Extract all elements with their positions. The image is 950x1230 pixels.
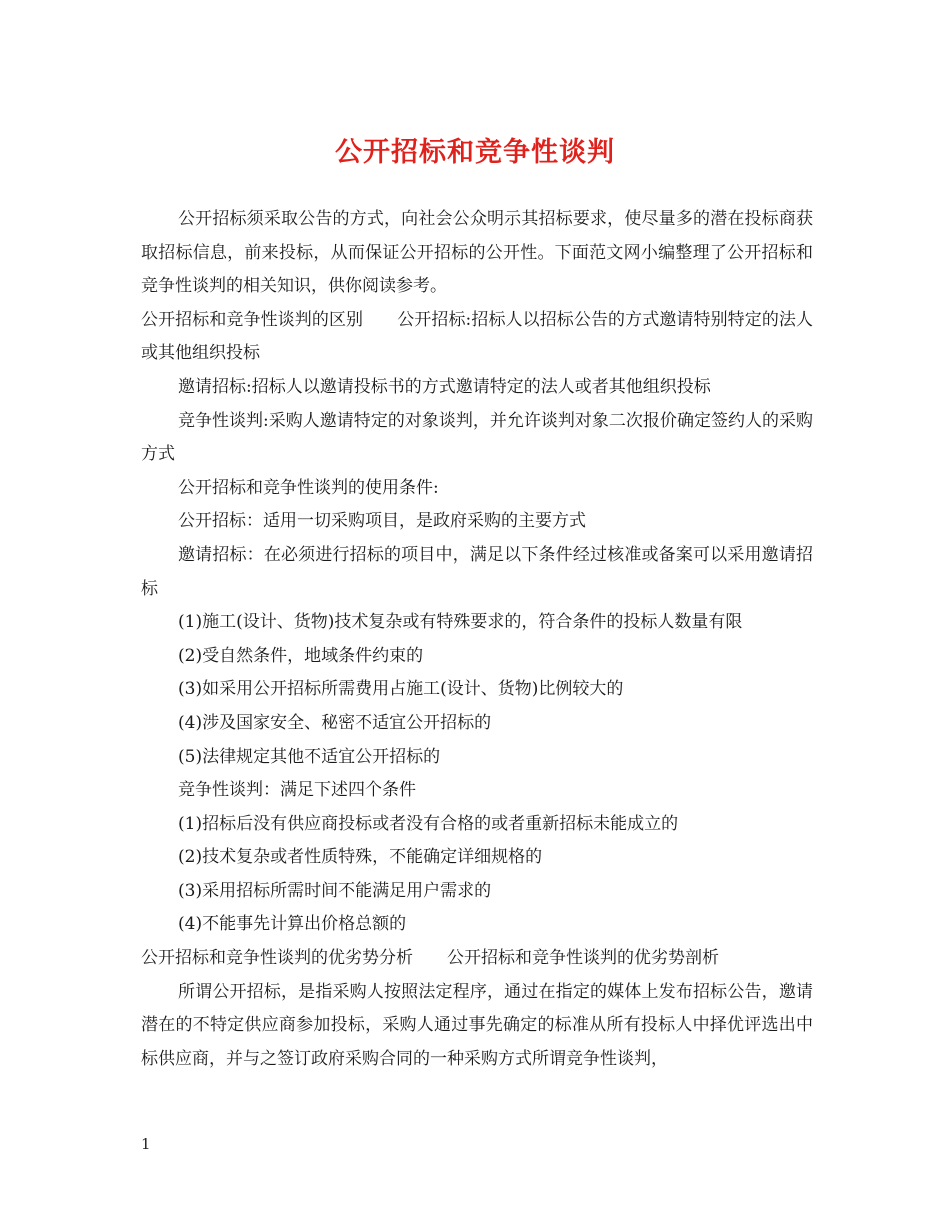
open-tender-condition: 公开招标：适用一切采购项目，是政府采购的主要方式	[178, 511, 586, 532]
negotiation-condition-item: (1)招标后没有供应商投标或者没有合格的或者重新招标未能成立的	[178, 813, 679, 834]
invite-condition-item: (3)如采用公开招标所需费用占施工(设计、货物)比例较大的	[178, 679, 624, 700]
negotiation-condition: 竞争性谈判：满足下述四个条件	[178, 780, 416, 801]
pros-cons-text: 所谓公开招标，是指采购人按照法定程序，通过在指定的媒体上发布招标公告，邀请潜在的不特定供应商参加投标，采购人通过事先确定的标准从所有投标人中择优评选出中标供应商，并与之签订政府采购合同的一种采购方式所谓竞争性谈判，	[141, 981, 813, 1069]
intro-paragraph: 公开招标须采取公告的方式，向社会公众明示其招标要求，使尽量多的潜在投标商获取招标信息，前来投标，从而保证公开招标的公开性。下面范文网小编整理了公开招标和竞争性谈判的相关知识，供你阅读参考。	[141, 209, 813, 297]
pros-cons-paragraph	[141, 942, 813, 976]
document-title: 公开招标和竞争性谈判	[335, 137, 615, 168]
invite-condition-item: (5)法律规定其他不适宜公开招标的	[178, 746, 441, 767]
difference-heading: 公开招标和竞争性谈判的区别	[141, 309, 364, 330]
invite-tender-condition: 邀请招标：在必须进行招标的项目中，满足以下条件经过核准或备案可以采用邀请招标	[141, 544, 813, 599]
negotiation-condition-item: (4)不能事先计算出价格总额的	[178, 914, 407, 935]
pros-cons-subheading: 公开招标和竞争性谈判的优劣势剖析	[447, 948, 719, 969]
invite-tender-definition: 邀请招标:招标人以邀请投标书的方式邀请特定的法人或者其他组织投标	[178, 376, 711, 397]
document-body	[141, 203, 813, 1076]
negotiation-condition-item: (2)技术复杂或者性质特殊，不能确定详细规格的	[178, 847, 543, 868]
negotiation-definition: 竞争性谈判:采购人邀请特定的对象谈判，并允许谈判对象二次报价确定签约人的采购方式	[141, 410, 813, 465]
open-tender-definition: 公开招标:招标人以招标公告的方式邀请特别特定的法人或其他组织投标	[141, 309, 813, 364]
conditions-heading: 公开招标和竞争性谈判的使用条件:	[178, 477, 439, 498]
pros-cons-heading: 公开招标和竞争性谈判的优劣势分析	[141, 948, 413, 969]
negotiation-condition-item: (3)采用招标所需时间不能满足用户需求的	[178, 880, 492, 901]
invite-condition-item: (2)受自然条件，地域条件约束的	[178, 645, 424, 666]
page-number: 1	[141, 1135, 151, 1153]
invite-condition-item: (4)涉及国家安全、秘密不适宜公开招标的	[178, 712, 492, 733]
difference-paragraph	[141, 304, 813, 371]
invite-condition-item: (1)施工(设计、货物)技术复杂或有特殊要求的，符合条件的投标人数量有限	[178, 612, 743, 633]
